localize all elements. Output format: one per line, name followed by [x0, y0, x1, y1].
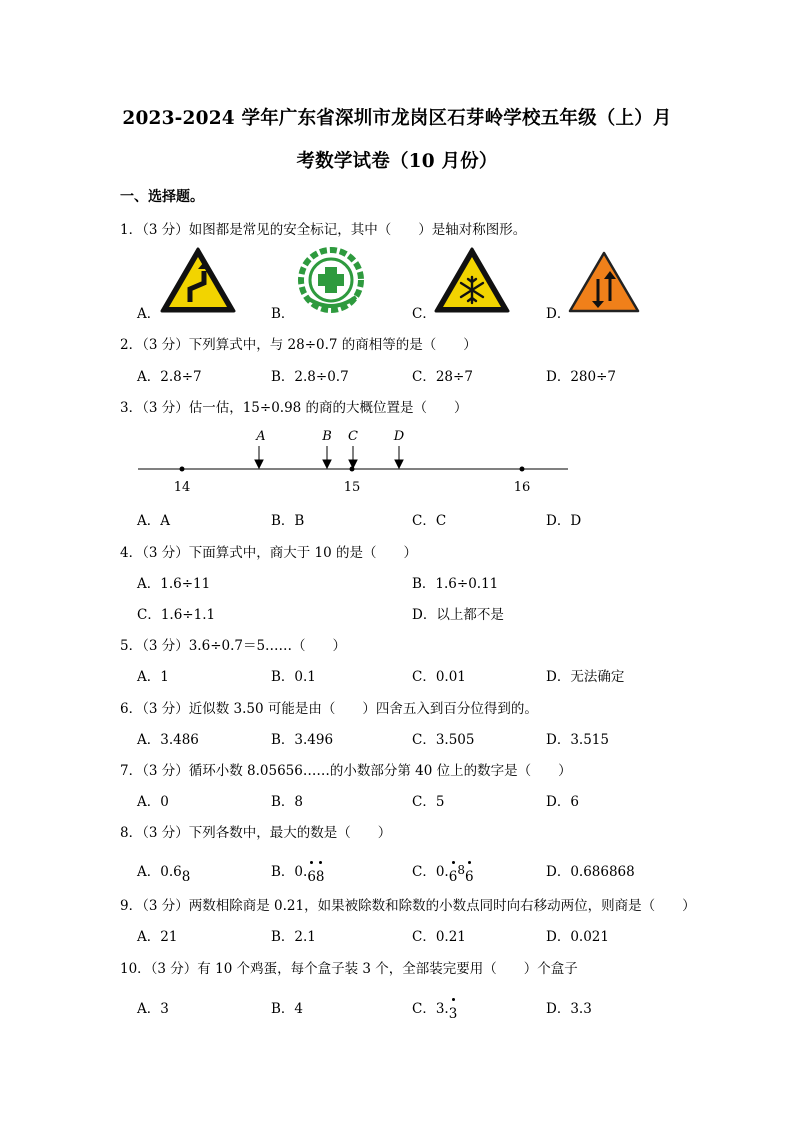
- q2-option-a[interactable]: A．2.8÷7: [137, 369, 202, 385]
- q9-option-a[interactable]: A．21: [137, 929, 178, 945]
- two-way-traffic-sign-icon: [568, 251, 640, 313]
- q7-option-d[interactable]: D．6: [546, 794, 579, 810]
- q5-option-b[interactable]: B．0.1: [271, 669, 316, 685]
- q10-option-d[interactable]: D．3.3: [546, 1001, 592, 1017]
- question-8-stem: 8．（3 分）下列各数中，最大的数是（ ）: [120, 825, 392, 841]
- q9-option-c[interactable]: C．0.21: [412, 929, 466, 945]
- question-3-stem: 3．（3 分）估一估，15÷0.98 的商的大概位置是（ ）: [120, 400, 468, 416]
- snowflake-warning-sign-icon: [434, 247, 510, 313]
- q4-option-a[interactable]: A．1.6÷11: [137, 576, 211, 592]
- exam-title-line2: 考数学试卷（10 月份）: [296, 151, 498, 172]
- question-4-stem: 4．（3 分）下面算式中，商大于 10 的是（ ）: [120, 545, 417, 561]
- question-6-stem: 6．（3 分）近似数 3.50 可能是由（ ）四舍五入到百分位得到的。: [120, 701, 538, 717]
- section-heading: 一、选择题。: [120, 189, 204, 205]
- repeating-digit: 6: [465, 869, 474, 885]
- q10-option-c-text: C．3.: [412, 1001, 449, 1017]
- q10-option-a[interactable]: A．3: [137, 1001, 169, 1017]
- question-7-stem: 7．（3 分）循环小数 8.05656……的小数部分第 40 位上的数字是（ ）: [120, 763, 572, 779]
- tick-16-point: [520, 467, 525, 472]
- q2-option-c[interactable]: C．28÷7: [412, 369, 473, 385]
- zigzag-road-sign-icon: [160, 247, 236, 313]
- q8-option-c[interactable]: [412, 860, 474, 885]
- q7-option-b[interactable]: B．8: [271, 794, 304, 810]
- question-5-stem: 5．（3 分）3.6÷0.7＝5……（ ）: [120, 638, 347, 654]
- q9-option-b[interactable]: B．2.1: [271, 929, 316, 945]
- green-safety-cross-emblem-icon: [296, 247, 366, 313]
- q3-option-d[interactable]: D．D: [546, 513, 582, 529]
- q5-option-d[interactable]: D．无法确定: [546, 669, 625, 685]
- repeating-digit: 6: [307, 869, 316, 885]
- repeating-digit: 6: [449, 869, 458, 885]
- q10-option-c[interactable]: [412, 997, 458, 1022]
- q6-option-b[interactable]: B．3.496: [271, 732, 334, 748]
- tick-label-16: 16: [513, 480, 531, 495]
- q5-option-c[interactable]: C．0.01: [412, 669, 466, 685]
- q7-option-c[interactable]: C．5: [412, 794, 445, 810]
- q8-option-b[interactable]: [271, 860, 325, 885]
- q4-option-c[interactable]: C．1.6÷1.1: [137, 607, 216, 623]
- point-label-d: D: [393, 429, 405, 444]
- question-9-stem: 9．（3 分）两数相除商是 0.21，如果被除数和除数的小数点同时向右移动两位，则商是（ ）: [120, 898, 696, 914]
- q2-option-d[interactable]: D．280÷7: [546, 369, 616, 385]
- number-line-figure: [136, 424, 572, 496]
- q1-option-d[interactable]: D．: [546, 306, 571, 322]
- q8-option-b-text: B．0.: [271, 864, 308, 880]
- middle-digit: 8: [457, 863, 465, 877]
- question-10-stem: 10．（3 分）有 10 个鸡蛋，每个盒子装 3 个，全部装完要用（ ）个盒子: [120, 961, 578, 977]
- q3-option-b[interactable]: B．B: [271, 513, 305, 529]
- q1-option-a[interactable]: A．: [137, 306, 161, 322]
- q6-option-c[interactable]: C．3.505: [412, 732, 475, 748]
- q1-option-c[interactable]: C．: [412, 306, 436, 322]
- q8-option-c-text: C．0.: [412, 864, 449, 880]
- question-2-stem: 2．（3 分）下列算式中，与 28÷0.7 的商相等的是（ ）: [120, 337, 477, 353]
- tick-label-14: 14: [173, 480, 191, 495]
- exam-title-line1: 2023-2024 学年广东省深圳市龙岗区石芽岭学校五年级（上）月: [122, 108, 672, 129]
- q3-option-a[interactable]: A．A: [137, 513, 170, 529]
- repeating-digit: 3: [449, 1006, 458, 1022]
- q2-option-b[interactable]: B．2.8÷0.7: [271, 369, 349, 385]
- point-label-a: A: [256, 429, 266, 444]
- q8-option-a-text: A．0.6: [137, 864, 182, 880]
- q8-option-d[interactable]: D．0.686868: [546, 864, 635, 880]
- q7-option-a[interactable]: A．0: [137, 794, 169, 810]
- repeating-digit: 8: [316, 869, 325, 885]
- q10-option-b[interactable]: B．4: [271, 1001, 304, 1017]
- q3-option-c[interactable]: C．C: [412, 513, 447, 529]
- question-1-stem: 1．（3 分）如图都是常见的安全标记，其中（ ）是轴对称图形。: [120, 222, 527, 238]
- tick-label-15: 15: [343, 480, 361, 495]
- q4-option-b[interactable]: B．1.6÷0.11: [412, 576, 499, 592]
- q8-option-a[interactable]: [137, 860, 191, 885]
- q5-option-a[interactable]: A．1: [137, 669, 169, 685]
- q6-option-a[interactable]: A．3.486: [137, 732, 199, 748]
- q1-option-b[interactable]: B．: [271, 306, 295, 322]
- tick-14-point: [180, 467, 185, 472]
- q4-option-d[interactable]: D．以上都不是: [412, 607, 504, 623]
- q6-option-d[interactable]: D．3.515: [546, 732, 609, 748]
- repeating-digit: 8: [181, 869, 191, 885]
- q9-option-d[interactable]: D．0.021: [546, 929, 609, 945]
- point-label-c: C: [348, 429, 358, 444]
- point-label-b: B: [322, 429, 332, 444]
